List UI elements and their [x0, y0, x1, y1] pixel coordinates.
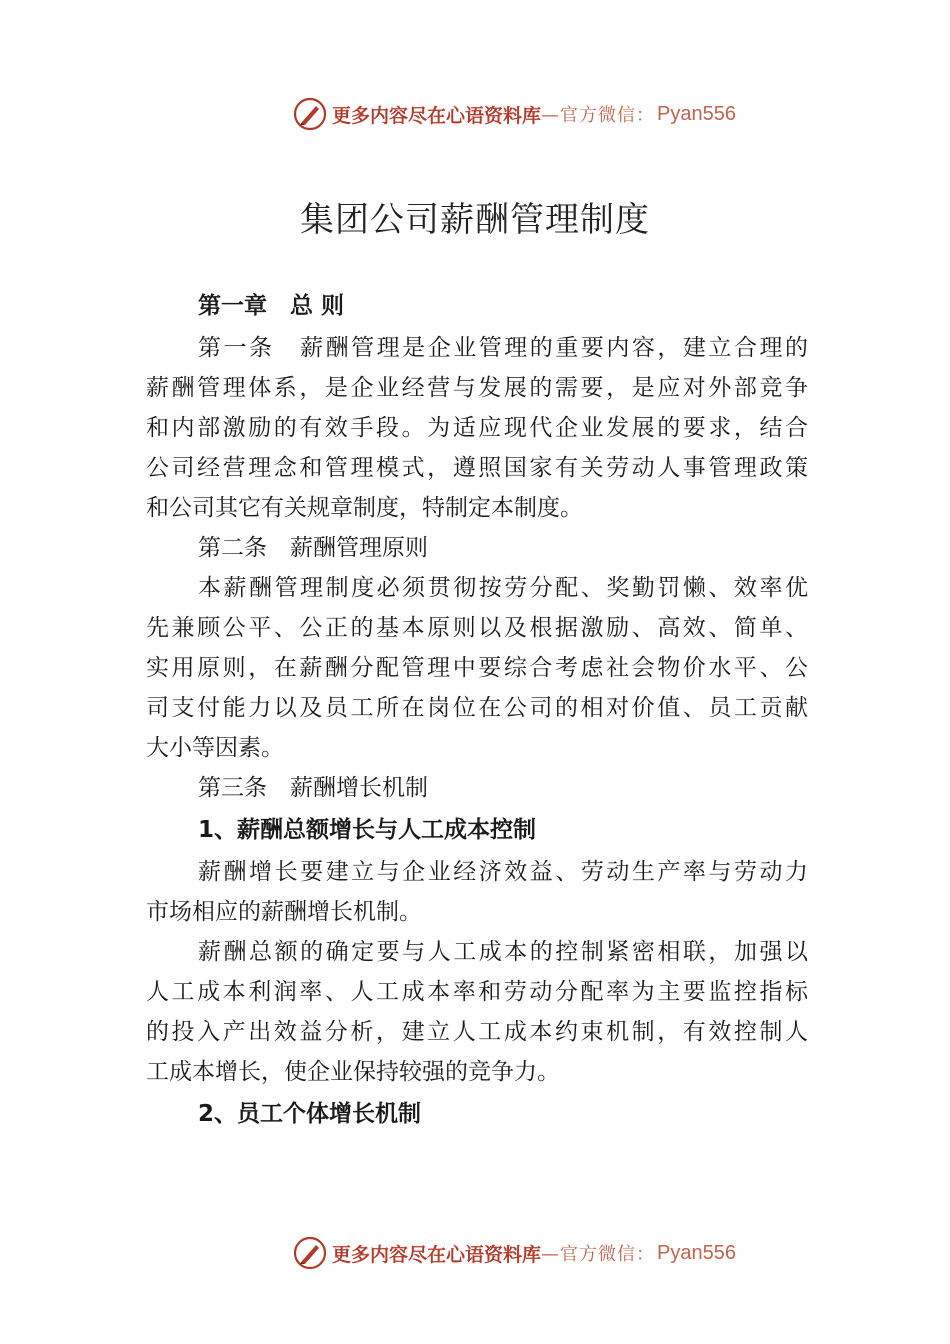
section1-heading: 1、薪酬总额增长与人工成本控制 [198, 817, 537, 843]
para2-line: 工成本增长，使企业保持较强的竞争力。 [146, 1059, 560, 1085]
article3-heading: 第三条 薪酬增长机制 [198, 775, 428, 801]
para1-line: 薪酬增长要建立与企业经济效益、劳动生产率与劳动力 [198, 859, 808, 885]
article1-line: 和内部激励的有效手段。为适应现代企业发展的要求，结合 [146, 415, 808, 441]
section2-heading: 2、员工个体增长机制 [198, 1101, 422, 1127]
article2-line: 司支付能力以及员工所在岗位在公司的相对价值、员工贡献 [146, 695, 808, 721]
pen-logo-icon [292, 96, 328, 132]
para2-line: 薪酬总额的确定要与人工成本的控制紧密相联，加强以 [198, 939, 808, 965]
para2-line: 人工成本利润率、人工成本率和劳动分配率为主要监控指标 [146, 979, 808, 1005]
article1-line: 公司经营理念和管理模式，遵照国家有关劳动人事管理政策 [146, 455, 808, 481]
pen-logo-icon [292, 1235, 328, 1271]
chapter-heading: 第一章 总 则 [198, 293, 345, 319]
article2-line: 大小等因素。 [146, 735, 284, 761]
para2-line: 的投入产出效益分析，建立人工成本约束机制，有效控制人 [146, 1019, 808, 1045]
article2-line: 实用原则，在薪酬分配管理中要综合考虑社会物价水平、公 [146, 655, 808, 681]
watermark-wechat-id: Pyan556 [657, 102, 736, 125]
article1-line: 第一条 薪酬管理是企业管理的重要内容，建立合理的 [198, 335, 808, 361]
document-title: 集团公司薪酬管理制度 [300, 200, 650, 240]
article2-line: 先兼顾公平、公正的基本原则以及根据激励、高效、简单、 [146, 615, 808, 641]
watermark-brand: 更多内容尽在心语资料库 [332, 1243, 542, 1266]
document-body [146, 284, 808, 1136]
article2-heading: 第二条 薪酬管理原则 [198, 535, 428, 561]
para1-line: 市场相应的薪酬增长机制。 [146, 899, 422, 925]
article1-line: 薪酬管理体系，是企业经营与发展的需要，是应对外部竞争 [146, 375, 808, 401]
watermark-wechat-id: Pyan556 [657, 1241, 736, 1264]
watermark-banner-bottom [292, 1233, 736, 1273]
watermark-official-label: —官方微信： [541, 105, 656, 126]
watermark-official-label: —官方微信： [541, 1244, 656, 1265]
watermark-banner-top [292, 94, 736, 134]
watermark-brand: 更多内容尽在心语资料库 [332, 104, 542, 127]
article2-line: 本薪酬管理制度必须贯彻按劳分配、奖勤罚懒、效率优 [198, 575, 808, 601]
article1-line: 和公司其它有关规章制度，特制定本制度。 [146, 495, 583, 521]
